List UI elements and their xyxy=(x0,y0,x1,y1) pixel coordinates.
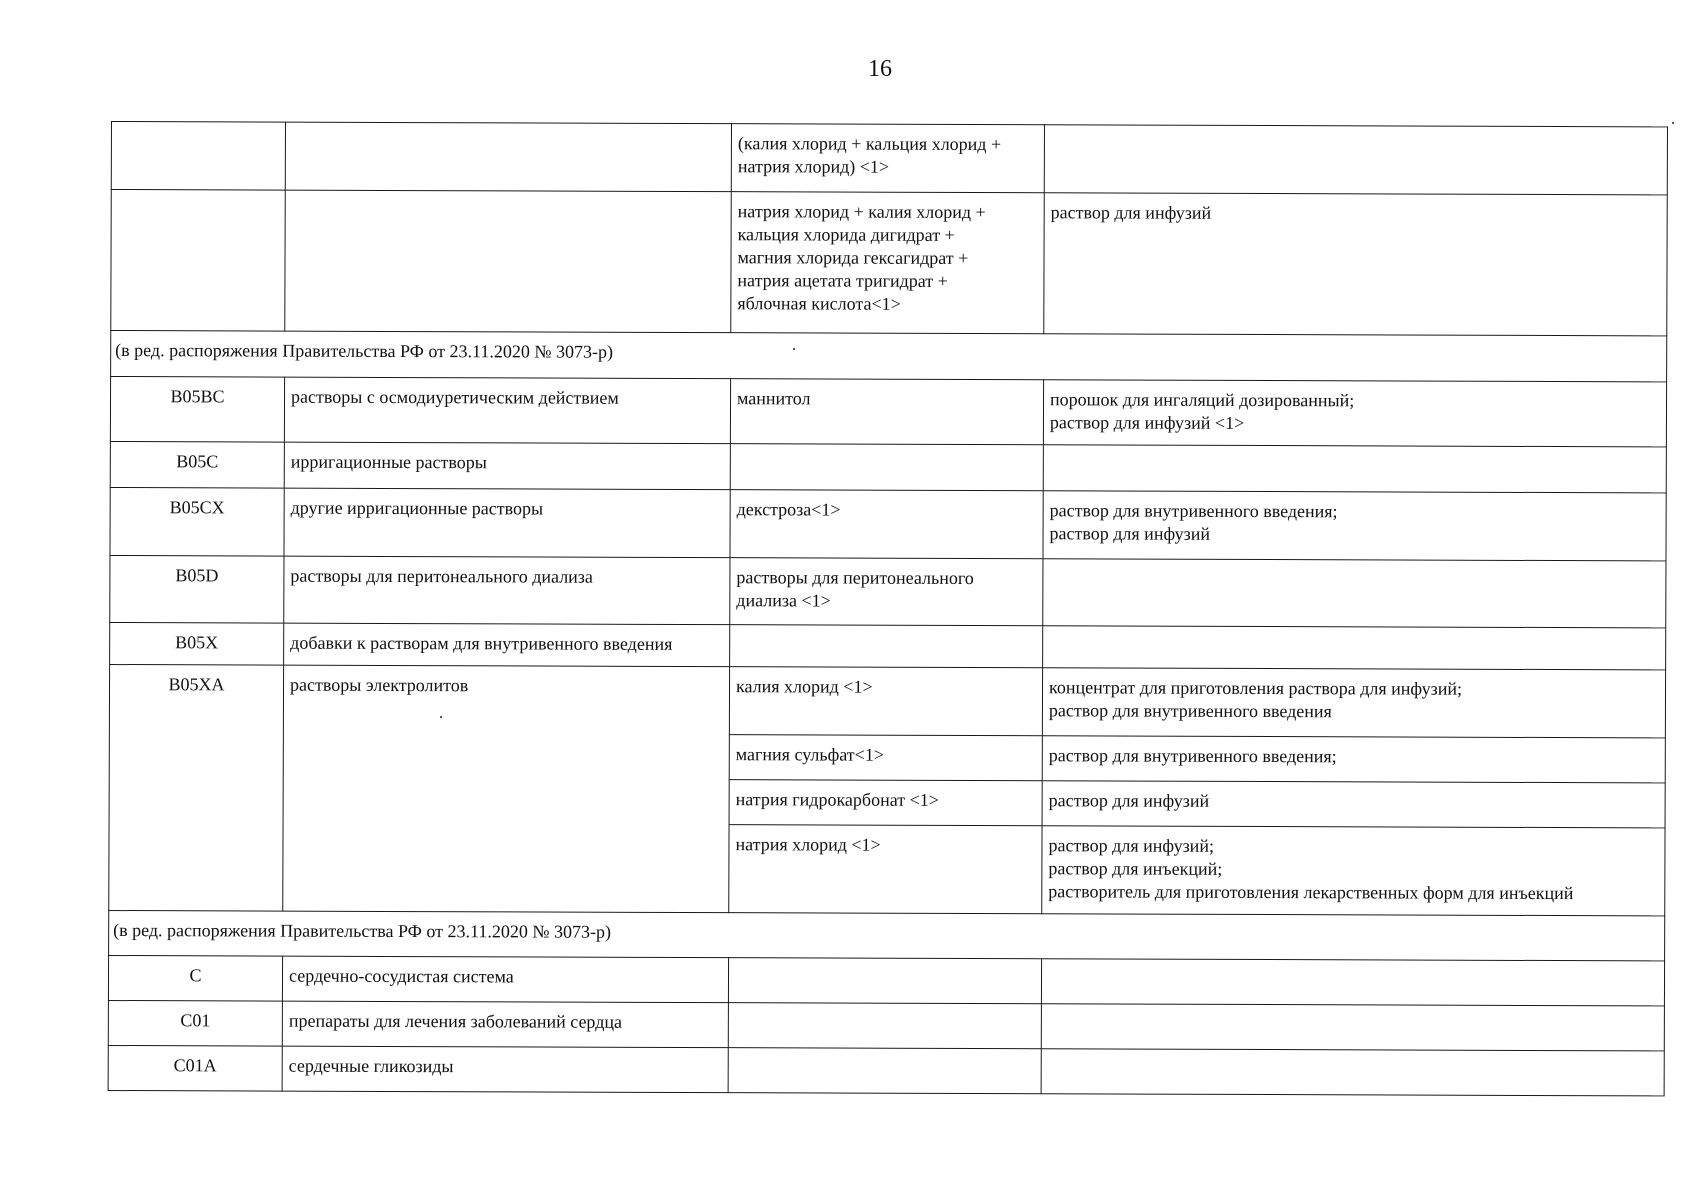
anatomical-group-cell xyxy=(283,665,730,913)
atc-code: B05BC xyxy=(170,386,225,407)
drug-name-line: натрия хлорид + калия хлорид + xyxy=(737,201,986,223)
anatomical-group-name: препараты для лечения заболеваний сердца xyxy=(288,1010,623,1032)
atc-code-cell xyxy=(108,1045,282,1091)
atc-code: C xyxy=(189,965,202,986)
table-row xyxy=(110,377,1666,447)
anatomical-group-name: добавки к растворам для внутривенного введения xyxy=(290,632,673,654)
table-row xyxy=(109,664,1665,737)
anatomical-group-cell xyxy=(285,190,731,333)
atc-code-cell xyxy=(111,122,285,191)
drug-list-sheet xyxy=(108,121,1667,1096)
drug-name-cell xyxy=(729,780,1042,826)
atc-code-cell xyxy=(111,190,285,332)
dosage-form-cell xyxy=(1041,1049,1664,1096)
dosage-form-line: концентрат для приготовления раствора для инфузий; xyxy=(1048,677,1463,699)
dosage-form-cell xyxy=(1042,736,1665,783)
drug-name-line: магния хлорида гексагидрат + xyxy=(737,247,969,268)
drug-name-line: диализа <1> xyxy=(736,590,831,611)
anatomical-group-cell xyxy=(284,556,730,625)
anatomical-group-name: другие ирригационные растворы xyxy=(290,497,544,519)
dosage-form-cell xyxy=(1041,959,1664,1006)
amendment-note xyxy=(111,331,1667,382)
table-row xyxy=(108,955,1664,1005)
anatomical-group-cell xyxy=(284,488,730,558)
drug-name-line: натрия хлорид) <1> xyxy=(737,156,890,177)
drug-name-line: (калия хлорид + кальция хлорид + xyxy=(737,133,1002,155)
dosage-form-cell xyxy=(1043,626,1666,670)
drug-name-cell xyxy=(729,825,1042,914)
amendment-note-row xyxy=(111,331,1667,382)
dosage-form-line: порошок для ингаляций дозированный; xyxy=(1049,389,1355,411)
drug-name-cell xyxy=(728,1048,1041,1094)
table-row xyxy=(108,1000,1664,1050)
anatomical-group-cell xyxy=(282,1001,728,1048)
drug-name-cell xyxy=(728,958,1041,1004)
atc-code-cell xyxy=(110,487,284,556)
drug-name-line: натрия хлорид <1> xyxy=(735,834,881,855)
drug-name-cell xyxy=(729,667,1042,736)
dosage-form-line: раствор для внутривенного введения xyxy=(1048,700,1332,722)
atc-code-cell xyxy=(110,622,284,665)
table-row xyxy=(110,622,1666,669)
dosage-form-line: раствор для инфузий <1> xyxy=(1049,412,1245,433)
anatomical-group-cell xyxy=(284,623,730,667)
amendment-note-row xyxy=(109,910,1665,960)
drug-name-line: растворы для перитонеального xyxy=(736,567,974,589)
drug-name-line: декстроза<1> xyxy=(736,499,841,520)
dosage-form-line: раствор для внутривенного введения; xyxy=(1048,745,1337,767)
drug-name-cell xyxy=(730,625,1043,668)
drug-list-table xyxy=(108,121,1668,1096)
page-number: 16 xyxy=(868,56,892,82)
atc-code: B05CX xyxy=(169,497,225,518)
anatomical-group-cell xyxy=(284,377,730,444)
anatomical-group-name: растворы для перитонеального диализа xyxy=(290,565,593,587)
dosage-form-cell xyxy=(1042,668,1665,738)
dosage-form-cell xyxy=(1042,781,1665,828)
drug-name-line: натрия ацетата тригидрат + xyxy=(737,270,948,291)
atc-code: B05XA xyxy=(168,674,225,695)
drug-name-line: маннитол xyxy=(737,388,811,409)
dosage-form-line: раствор для инфузий xyxy=(1049,523,1211,544)
atc-code: C01A xyxy=(173,1055,217,1076)
atc-code: B05X xyxy=(175,632,219,653)
atc-code-cell xyxy=(109,664,284,911)
drug-name-line: кальция хлорида дигидрат + xyxy=(737,224,955,245)
atc-code-cell xyxy=(108,955,282,1001)
drug-name-cell xyxy=(730,379,1043,445)
anatomical-group-name: растворы электролитов xyxy=(289,674,469,696)
dosage-form-cell xyxy=(1044,193,1667,336)
drug-name-cell xyxy=(730,444,1043,491)
atc-code-cell xyxy=(110,555,284,623)
drug-name-cell xyxy=(730,558,1043,626)
drug-name-cell xyxy=(730,490,1043,559)
scan-speck xyxy=(793,348,795,350)
dosage-form-line: раствор для инфузий xyxy=(1050,202,1212,223)
anatomical-group-cell xyxy=(282,956,728,1003)
dosage-form-line: раствор для внутривенного введения; xyxy=(1049,500,1338,522)
dosage-form-cell xyxy=(1043,380,1666,447)
drug-name-line: магния сульфат<1> xyxy=(735,744,885,765)
dosage-form-cell xyxy=(1041,1004,1664,1051)
dosage-form-cell xyxy=(1042,826,1665,916)
anatomical-group-cell xyxy=(285,122,731,192)
drug-name-cell xyxy=(729,735,1042,781)
drug-name-cell xyxy=(731,192,1044,334)
atc-code: C01 xyxy=(180,1010,211,1031)
anatomical-group-name: сердечно-сосудистая система xyxy=(288,965,514,987)
anatomical-group-name xyxy=(292,131,725,133)
dosage-form-line: раствор для инъекций; xyxy=(1048,858,1223,879)
drug-name-line: натрия гидрокарбонат <1> xyxy=(735,789,939,810)
table-row xyxy=(110,487,1666,560)
scan-speck xyxy=(1672,122,1674,124)
atc-code-cell xyxy=(110,377,284,443)
dosage-form-line: раствор для инфузий xyxy=(1048,790,1210,811)
dosage-form-cell xyxy=(1043,491,1666,561)
amendment-note-text: (в ред. распоряжения Правительства РФ от 23.11.2020 № 3073-р) xyxy=(113,920,612,942)
dosage-form-cell xyxy=(1043,559,1666,628)
atc-code-cell xyxy=(108,1000,282,1046)
atc-code: B05D xyxy=(175,565,219,586)
scan-speck xyxy=(440,716,442,718)
amendment-note xyxy=(109,910,1665,960)
anatomical-group-name: растворы с осмодиуретическим действием xyxy=(291,386,619,408)
table-row xyxy=(108,1045,1664,1095)
drug-name-line: яблочная кислота<1> xyxy=(737,293,901,314)
atc-code-cell xyxy=(110,441,284,488)
drug-list-table-body xyxy=(108,122,1667,1096)
table-row xyxy=(110,555,1666,627)
drug-name-cell xyxy=(728,1003,1041,1049)
amendment-note-text: (в ред. распоряжения Правительства РФ от 23.11.2020 № 3073-р) xyxy=(115,340,614,362)
anatomical-group-cell xyxy=(284,442,730,490)
table-row xyxy=(111,190,1667,336)
dosage-form-cell xyxy=(1044,125,1667,195)
table-row xyxy=(111,122,1667,195)
dosage-form-cell xyxy=(1043,445,1666,493)
dosage-form-line: раствор для инфузий; xyxy=(1048,835,1215,856)
dosage-form-line: растворитель для приготовления лекарственных форм для инъекций xyxy=(1048,881,1574,904)
anatomical-group-name: ирригационные растворы xyxy=(290,451,487,473)
table-row xyxy=(110,441,1666,492)
drug-name-line: калия хлорид <1> xyxy=(735,676,873,697)
drug-name-cell xyxy=(731,124,1044,193)
anatomical-group-cell xyxy=(282,1046,728,1093)
atc-code: B05C xyxy=(176,451,219,472)
anatomical-group-name xyxy=(292,199,725,201)
anatomical-group-name: сердечные гликозиды xyxy=(288,1055,454,1077)
